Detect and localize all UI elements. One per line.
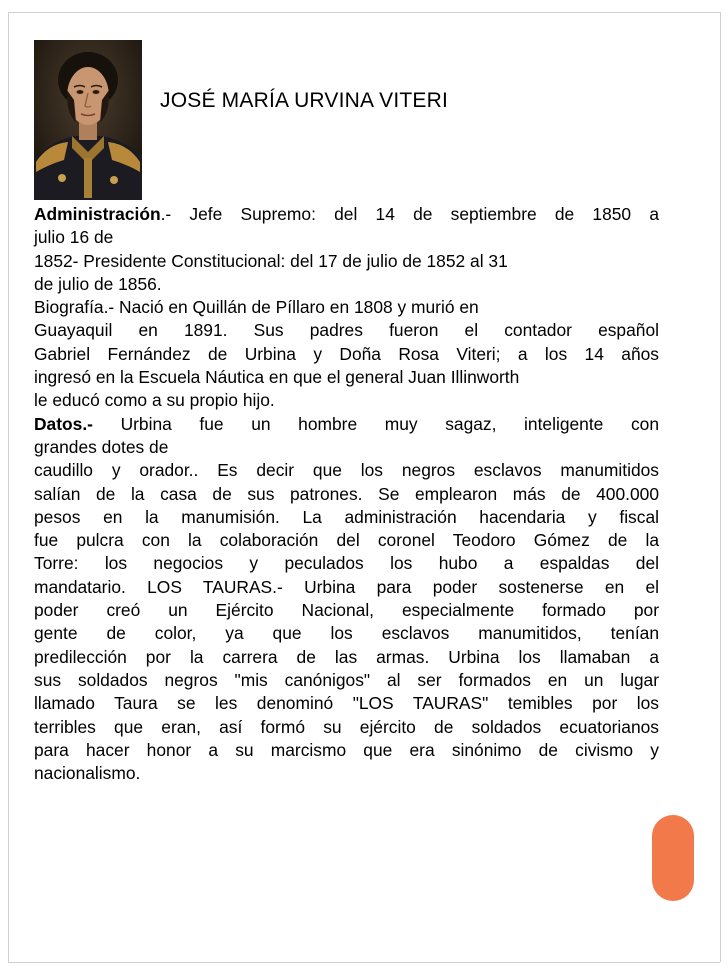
line-text: Urbina fue un hombre muy sagaz, inteligente con xyxy=(92,413,659,434)
line-text: .- Jefe Supremo: del 14 de septiembre de 1850 a xyxy=(160,204,659,224)
slide-frame-bottom xyxy=(8,962,720,963)
slide-frame-right xyxy=(720,12,721,962)
line-text: caudillo y orador.. Es decir que los negros esclavos manumitidos xyxy=(34,460,659,481)
bold-label: Datos.- xyxy=(34,413,93,434)
line-text: grandes dotes de xyxy=(34,436,169,457)
text-line xyxy=(34,599,659,622)
text-line xyxy=(34,319,659,342)
portrait-drawing xyxy=(34,40,142,200)
line-text: Gabriel Fernández de Urbina y Doña Rosa Viteri; a los 14 años xyxy=(34,343,659,364)
line-text: pesos en la manumisión. La administración hacendaria y fiscal xyxy=(34,506,659,527)
text-line xyxy=(34,552,659,575)
text-line xyxy=(34,296,659,319)
line-text: fue pulcra con la colaboración del coronel Teodoro Gómez de la xyxy=(34,530,659,551)
text-line xyxy=(34,273,659,296)
text-line xyxy=(34,622,659,645)
text-line xyxy=(34,739,659,762)
text-line xyxy=(34,506,659,529)
text-line xyxy=(34,762,659,785)
text-line xyxy=(34,250,659,273)
line-text: Guayaquil en 1891. Sus padres fueron el contador español xyxy=(34,320,659,341)
line-text: poder creó un Ejército Nacional, especialmente formado por xyxy=(34,600,659,621)
body-text xyxy=(34,203,659,785)
text-line xyxy=(34,459,659,482)
line-text: terribles que eran, así formó su ejército de soldados ecuatorianos xyxy=(34,716,659,737)
line-text: nacionalismo. xyxy=(34,763,141,784)
line-text: julio 16 de xyxy=(34,227,114,248)
line-text: llamado Taura se les denominó "LOS TAURAS" temibles por los xyxy=(34,693,659,714)
text-line xyxy=(34,646,659,669)
text-line xyxy=(34,576,659,599)
line-text: de julio de 1856. xyxy=(34,273,162,294)
page-title: JOSÉ MARÍA URVINA VITERI xyxy=(160,89,448,112)
text-line xyxy=(34,343,659,366)
line-text: para hacer honor a su marcismo que era sinónimo de civismo y xyxy=(34,739,659,760)
text-line xyxy=(34,716,659,739)
slide-frame-top xyxy=(8,12,720,13)
text-line xyxy=(34,203,659,226)
line-text: sus soldados negros "mis canónigos" al ser formados en un lugar xyxy=(34,669,659,690)
line-text: mandatario. LOS TAURAS.- Urbina para poder sostenerse en el xyxy=(34,576,659,597)
slide-frame-left xyxy=(8,12,9,962)
text-line xyxy=(34,483,659,506)
text-line xyxy=(34,366,659,389)
line-text: Torre: los negocios y peculados los hubo a espaldas del xyxy=(34,553,659,574)
text-line xyxy=(34,389,659,412)
line-text: 1852- Presidente Constitucional: del 17 de julio de 1852 al 31 xyxy=(34,250,508,271)
text-line xyxy=(34,692,659,715)
text-line xyxy=(34,226,659,249)
text-line xyxy=(34,529,659,552)
portrait-image xyxy=(34,40,142,200)
line-text: Biografía.- Nació en Quillán de Píllaro en 1808 y murió en xyxy=(34,297,479,318)
text-line xyxy=(34,413,659,436)
line-text: salían de la casa de sus patrones. Se emplearon más de 400.000 xyxy=(34,483,659,504)
line-text: le educó como a su propio hijo. xyxy=(34,390,275,411)
line-text: gente de color, ya que los esclavos manumitidos, tenían xyxy=(34,623,659,644)
line-text: predilección por la carrera de las armas. Urbina los llamaban a xyxy=(34,646,659,667)
bold-label: Administración xyxy=(34,204,161,224)
text-line xyxy=(34,436,659,459)
accent-pill-decoration xyxy=(652,815,694,901)
text-line xyxy=(34,669,659,692)
line-text: ingresó en la Escuela Náutica en que el general Juan Illinworth xyxy=(34,367,520,388)
